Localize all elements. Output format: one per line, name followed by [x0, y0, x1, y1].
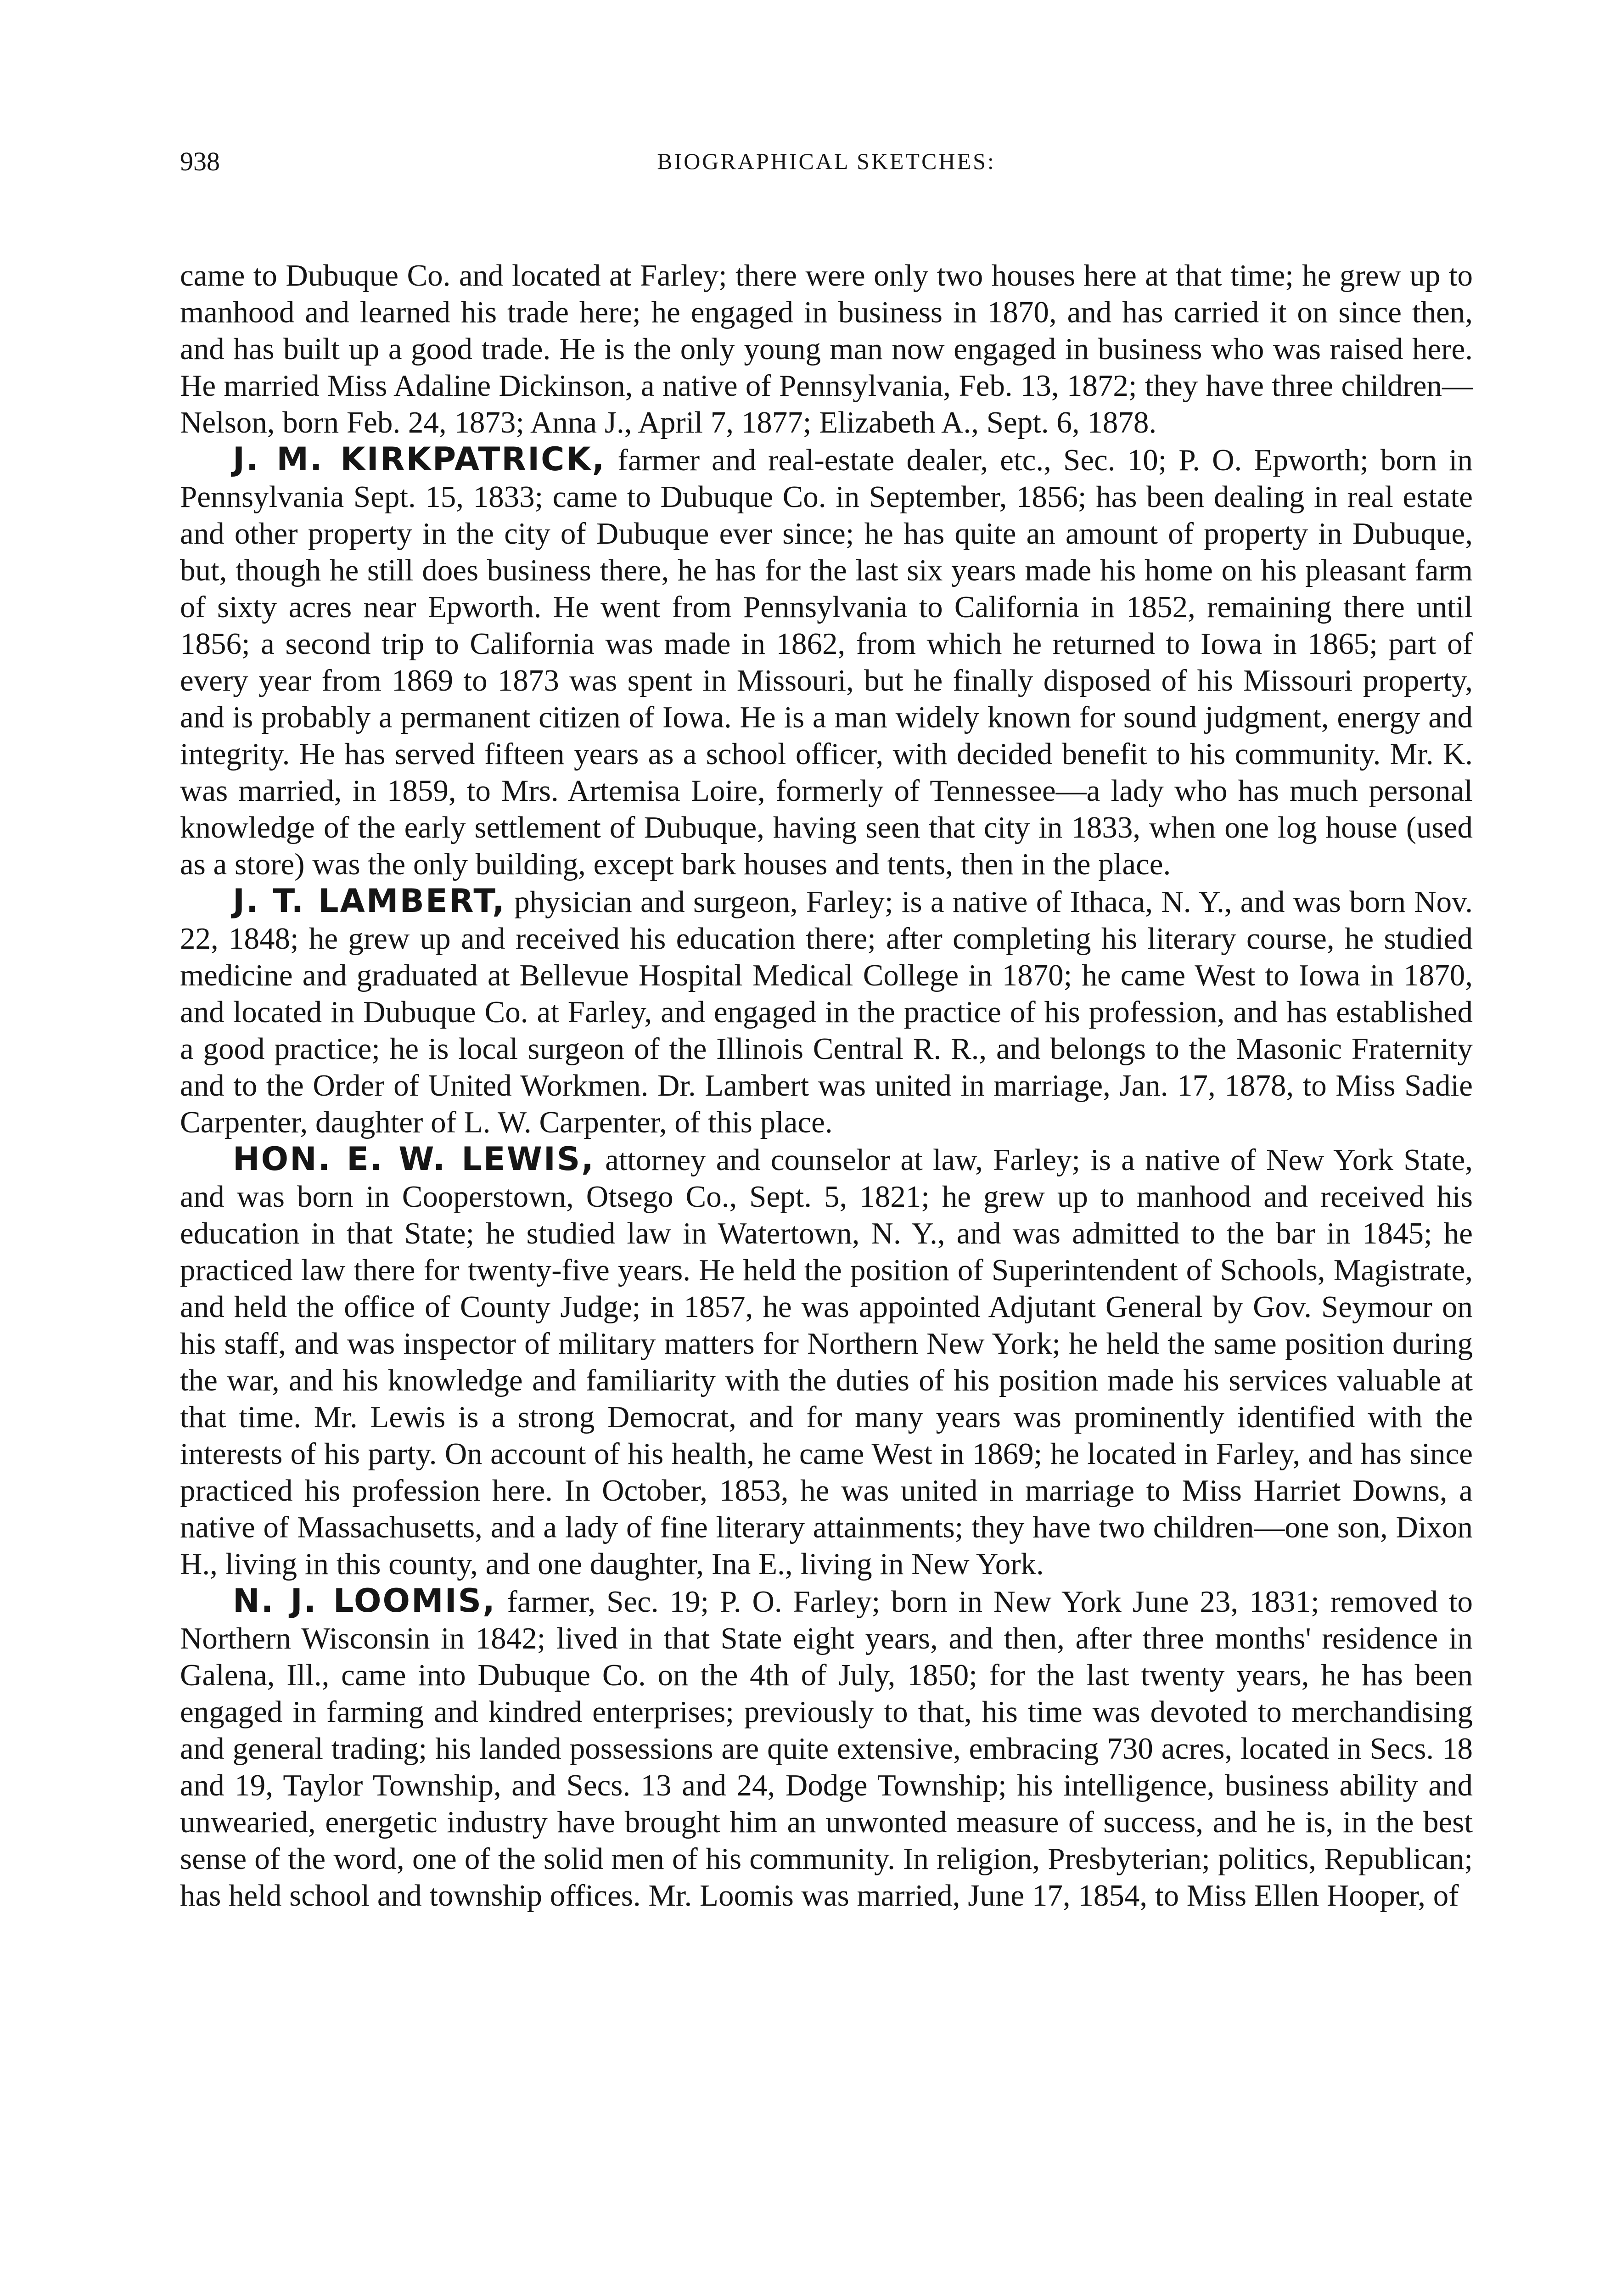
body-text	[180, 257, 1473, 1914]
entry-text: farmer and real-estate dealer, etc., Sec. 10; P. O. Epworth; born in Pennsylvania Sept. 15, 1833; came to Dubuque Co. in September, 1856; has been dealing in real estate and other property in the city of Dubuque ever since; he has quite an amount of property in Dubuque, but, though he still does business there, he has for the last six years made his home on his pleasant farm of sixty acres near Epworth. He went from Pennsylvania to California in 1852, remaining there until 1856; a second trip to California was made in 1862, from which he returned to Iowa in 1865; part of every year from 1869 to 1873 was spent in Missouri, but he finally disposed of his Missouri property, and is probably a permanent citizen of Iowa. He is a man widely known for sound judgment, energy and integrity. He has served fifteen years as a school officer, with decided benefit to his community. Mr. K. was married, in 1859, to Mrs. Artemisa Loire, formerly of Tennessee—a lady who has much personal knowledge of the early settlement of Dubuque, having seen that city in 1833, when one log house (used as a store) was the only building, except bark houses and tents, then in the place.	[180, 443, 1473, 881]
page-number: 938	[180, 146, 220, 176]
entry-lambert	[180, 883, 1473, 1141]
entry-loomis	[180, 1582, 1473, 1914]
entry-name: J. M. KIRKPATRICK,	[233, 440, 606, 478]
entry-text: farmer, Sec. 19; P. O. Farley; born in New York June 23, 1831; removed to Northern Wisconsin in 1842; lived in that State eight years, and then, after three months' residence in Galena, Ill., came into Dubuque Co. on the 4th of July, 1850; for the last twenty years, he has been engaged in farming and kindred enterprises; previously to that, his time was devoted to merchandising and general trading; his landed possessions are quite extensive, embracing 730 acres, located in Secs. 18 and 19, Taylor Township, and Secs. 13 and 24, Dodge Township; his intelligence, business ability and unwearied, energetic industry have brought him an unwonted measure of success, and he is, in the best sense of the word, one of the solid men of his community. In religion, Presbyterian; politics, Republican; has held school and township offices. Mr. Loomis was married, June 17, 1854, to Miss Ellen Hooper, of	[180, 1585, 1473, 1913]
entry-text: attorney and counselor at law, Farley; is a native of New York State, and was born in Cooperstown, Otsego Co., Sept. 5, 1821; he grew up to manhood and received his education in that State; he studied law in Watertown, N. Y., and was admitted to the bar in 1845; he practiced law there for twenty-five years. He held the position of Superintendent of Schools, Magistrate, and held the office of County Judge; in 1857, he was appointed Adjutant General by Gov. Seymour on his staff, and was inspector of military matters for Northern New York; he held the same position during the war, and his knowledge and familiarity with the duties of his position made his services valuable at that time. Mr. Lewis is a strong Democrat, and for many years was prominently identified with the interests of his party. On account of his health, he came West in 1869; he located in Farley, and has since practiced his profession here. In October, 1853, he was united in marriage to Miss Harriet Downs, a native of Massachusetts, and a lady of fine literary attainments; they have two children—one son, Dixon H., living in this county, and one daughter, Ina E., living in New York.	[180, 1143, 1473, 1581]
entry-name: N. J. LOOMIS,	[233, 1582, 496, 1620]
paragraph-continuation	[180, 257, 1473, 441]
entry-name: HON. E. W. LEWIS,	[233, 1140, 595, 1178]
running-head	[180, 146, 1473, 187]
entry-kirkpatrick	[180, 441, 1473, 883]
entry-text: physician and surgeon, Farley; is a native of Ithaca, N. Y., and was born Nov. 22, 1848; he grew up and received his education there; after completing his literary course, he studied medicine and graduated at Bellevue Hospital Medical College in 1870; he came West to Iowa in 1870, and located in Dubuque Co. at Farley, and engaged in the practice of his profession, and has established a good practice; he is local surgeon of the Illinois Central R. R., and belongs to the Masonic Fraternity and to the Order of United Workmen. Dr. Lambert was united in marriage, Jan. 17, 1878, to Miss Sadie Carpenter, daughter of L. W. Carpenter, of this place.	[180, 885, 1473, 1139]
paragraph-text: came to Dubuque Co. and located at Farley; there were only two houses here at that time; he grew up to manhood and learned his trade here; he engaged in business in 1870, and has carried it on since then, and has built up a good trade. He is the only young man now engaged in business who was raised here. He married Miss Adaline Dickinson, a native of Pennsylvania, Feb. 13, 1872; they have three children—Nelson, born Feb. 24, 1873; Anna J., April 7, 1877; Elizabeth A., Sept. 6, 1878.	[180, 259, 1473, 439]
entry-name: J. T. LAMBERT,	[233, 882, 506, 920]
entry-lewis	[180, 1141, 1473, 1582]
page-header-title: BIOGRAPHICAL SKETCHES:	[657, 148, 996, 174]
